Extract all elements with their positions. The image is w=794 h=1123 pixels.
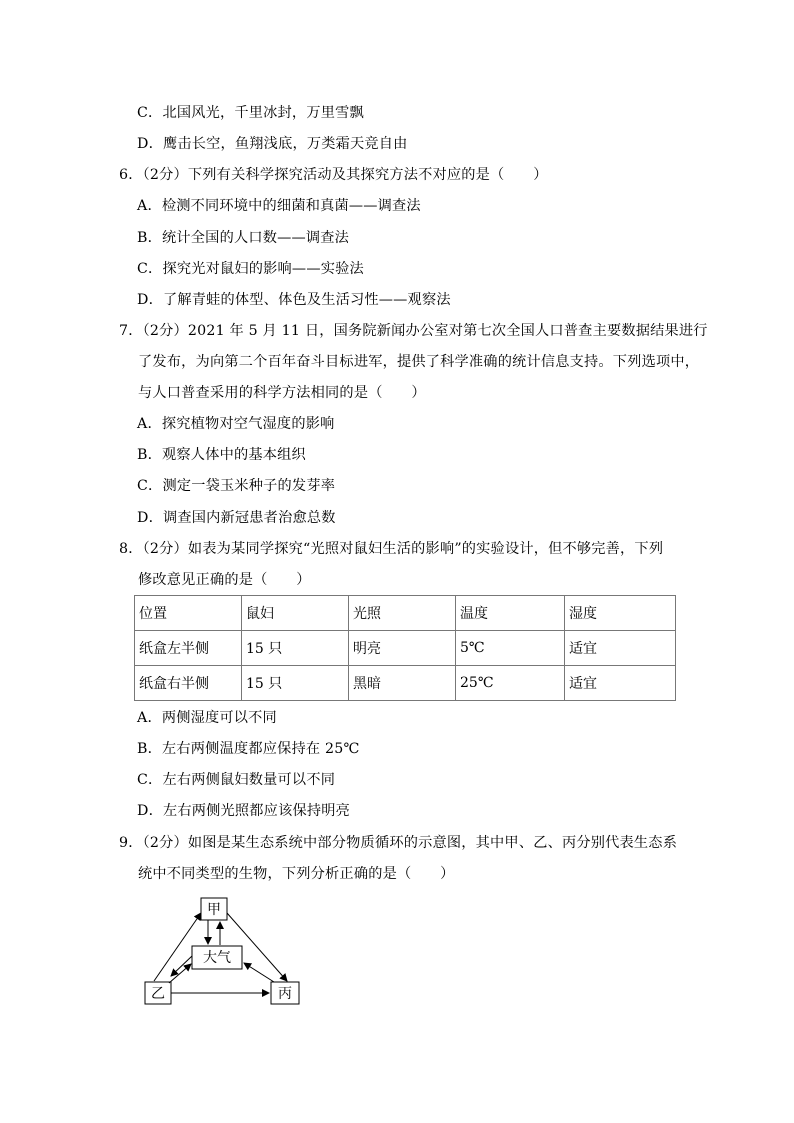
node-atmosphere-label: 大气 — [203, 950, 231, 966]
q7-option-a: A．探究植物对空气湿度的影响 — [137, 416, 335, 432]
q6-option-c: C．探究光对鼠妇的影响——实验法 — [137, 261, 364, 277]
arrow-bing-to-atmosphere — [244, 963, 274, 982]
table-header-cell: 光照 — [349, 596, 456, 631]
q8-option-d: D．左右两侧光照都应该保持明亮 — [137, 803, 351, 819]
q7-option-b: B．观察人体中的基本组织 — [137, 447, 306, 463]
q6-option-b: B．统计全国的人口数——调查法 — [137, 230, 350, 246]
q6-option-d: D．了解青蛙的体型、体色及生活习性——观察法 — [137, 292, 451, 308]
node-bing-label: 丙 — [278, 986, 292, 1002]
experiment-table — [134, 595, 676, 701]
table-cell: 纸盒右半侧 — [135, 666, 242, 701]
table-header-cell: 位置 — [135, 596, 242, 631]
table-header-cell: 湿度 — [565, 596, 676, 631]
table-cell: 5℃ — [456, 631, 565, 666]
q7-stem-line2: 了发布，为向第二个百年奋斗目标进军，提供了科学准确的统计信息支持。下列选项中， — [138, 354, 700, 370]
q9-stem-line1: 9．（2分）如图是某生态系统中部分物质循环的示意图，其中甲、乙、丙分别代表生态系 — [119, 835, 678, 851]
table-cell: 适宜 — [565, 666, 676, 701]
q8-stem-line2: 修改意见正确的是（ ） — [138, 572, 311, 588]
node-jia-label: 甲 — [207, 902, 221, 918]
table-row — [135, 631, 676, 666]
q5-option-c: C．北国风光，千里冰封，万里雪飘 — [137, 105, 364, 121]
q9-stem-line2: 统中不同类型的生物，下列分析正确的是（ ） — [138, 866, 455, 882]
q7-option-c: C．测定一袋玉米种子的发芽率 — [137, 478, 336, 494]
table-cell: 15 只 — [242, 631, 349, 666]
cycle-diagram — [140, 893, 310, 1011]
table-cell: 纸盒左半侧 — [135, 631, 242, 666]
table-cell: 黑暗 — [349, 666, 456, 701]
q7-stem-line3: 与人口普查采用的科学方法相同的是（ ） — [138, 385, 426, 401]
q8-option-c: C．左右两侧鼠妇数量可以不同 — [137, 772, 336, 788]
table-cell: 25℃ — [456, 666, 565, 701]
table-header-row — [135, 596, 676, 631]
table-cell: 明亮 — [349, 631, 456, 666]
table-cell: 适宜 — [565, 631, 676, 666]
q8-stem-line1: 8．（2分）如表为某同学探究“光照对鼠妇生活的影响”的实验设计，但不够完善，下列 — [119, 541, 664, 557]
q8-option-a: A．两侧湿度可以不同 — [137, 710, 277, 726]
q7-option-d: D．调查国内新冠患者治愈总数 — [137, 510, 336, 526]
table-header-cell: 温度 — [456, 596, 565, 631]
table-cell: 15 只 — [242, 666, 349, 701]
table-row — [135, 666, 676, 701]
q6-option-a: A．检测不同环境中的细菌和真菌——调查法 — [137, 198, 421, 214]
node-yi-label: 乙 — [151, 986, 165, 1002]
q5-option-d: D．鹰击长空，鱼翔浅底，万类霜天竞自由 — [137, 136, 408, 152]
table-header-cell: 鼠妇 — [242, 596, 349, 631]
q7-stem-line1: 7．（2分）2021 年 5 月 11 日，国务院新闻办公室对第七次全国人口普查主要数据结果进行 — [119, 323, 708, 339]
q8-option-b: B．左右两侧温度都应保持在 25℃ — [137, 741, 360, 757]
q6-stem: 6．（2分）下列有关科学探究活动及其探究方法不对应的是（ ） — [119, 167, 548, 183]
